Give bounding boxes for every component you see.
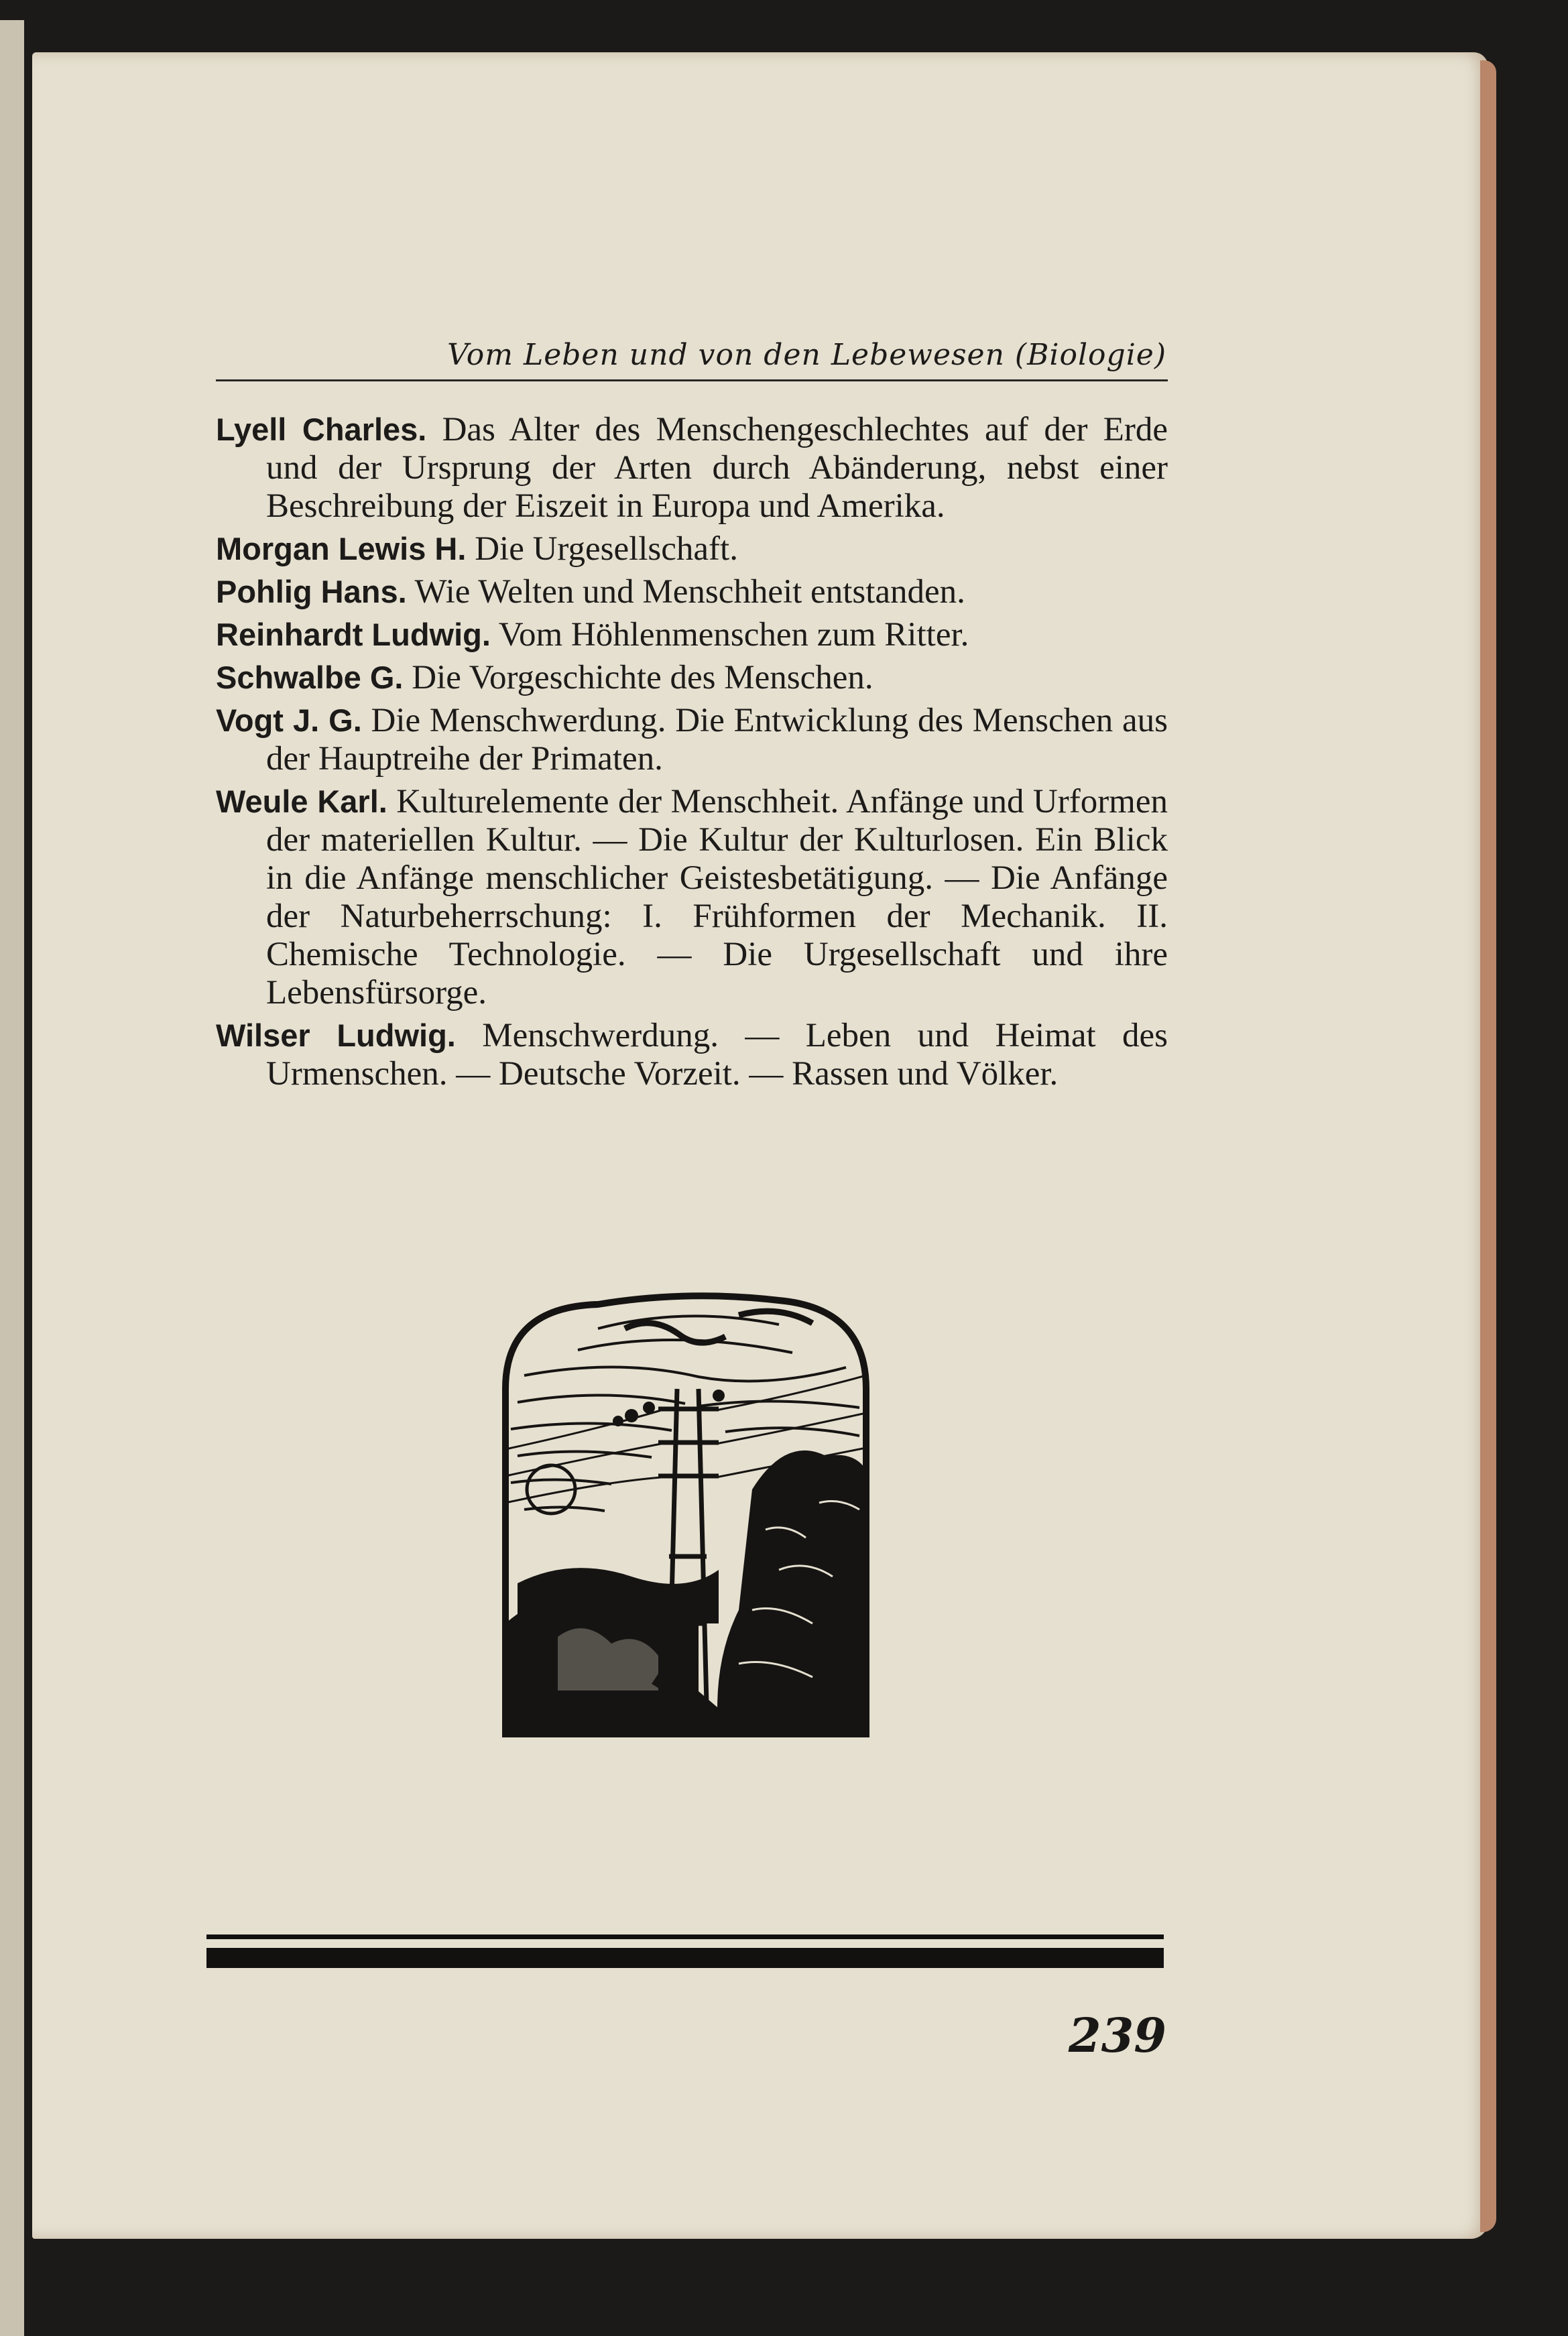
- entry-author: Weule Karl.: [216, 784, 387, 819]
- entry-author: Vogt J. G.: [216, 702, 362, 738]
- entry-text: Die Menschwerdung. Die Entwicklung des Menschen aus der Hauptreihe der Primaten.: [266, 702, 1168, 778]
- entry-text: Die Urgesellschaft.: [466, 530, 738, 568]
- page-number: 239: [1068, 2008, 1166, 2063]
- page-fore-edge: [1480, 60, 1496, 2232]
- bibliography-entry: [216, 701, 1168, 778]
- footer-rule-thick: [206, 1948, 1164, 1968]
- bibliography-entry: [216, 782, 1168, 1012]
- entry-text: Vom Höhlenmenschen zum Ritter.: [490, 616, 969, 654]
- entry-text: Wie Welten und Menschheit entstanden.: [406, 573, 965, 611]
- bibliography-entry: [216, 1016, 1168, 1093]
- footer-rule-thin: [206, 1934, 1164, 1939]
- entry-author: Pohlig Hans.: [216, 574, 407, 609]
- left-page-edge: [0, 20, 24, 2336]
- running-head: Vom Leben und von den Lebewesen (Biologie): [447, 338, 1166, 372]
- vignette-scene: [497, 1288, 874, 1737]
- entry-text: Menschwerdung. — Leben und Heimat des Urmenschen. — Deutsche Vorzeit. — Rassen und Völker.: [266, 1017, 1168, 1093]
- entry-author: Reinhardt Ludwig.: [216, 617, 491, 652]
- woodcut-vignette: [497, 1288, 874, 1737]
- bibliography-entry: [216, 530, 1168, 568]
- entry-text: Kulturelemente der Menschheit. Anfänge und Urformen der materiellen Kultur. — Die Kultur der Kulturlosen. Ein Blick in die Anfänge menschlicher Geistesbetätigung. — Die Anfänge der Naturbeherrschung: I. Frühformen der Mechanik. II. Chemische Technologie. — Die Urgesellschaft und ihre Lebensfürsorge.: [266, 783, 1168, 1011]
- bibliography-entry: [216, 658, 1168, 697]
- header-rule: [216, 379, 1168, 381]
- bibliography-entry: [216, 572, 1168, 611]
- entry-author: Morgan Lewis H.: [216, 531, 467, 566]
- entry-author: Lyell Charles.: [216, 412, 427, 447]
- entry-author: Schwalbe G.: [216, 660, 404, 695]
- entry-text: Das Alter des Menschengeschlechtes auf der Erde und der Ursprung der Arten durch Abänderung, nebst einer Beschreibung der Eiszeit in Europa und Amerika.: [266, 411, 1168, 525]
- entry-author: Wilser Ludwig.: [216, 1018, 456, 1053]
- entry-text: Die Vorgeschichte des Menschen.: [403, 659, 873, 696]
- bibliography-entry: [216, 615, 1168, 654]
- bibliography-list: [216, 410, 1168, 1097]
- bibliography-entry: [216, 410, 1168, 526]
